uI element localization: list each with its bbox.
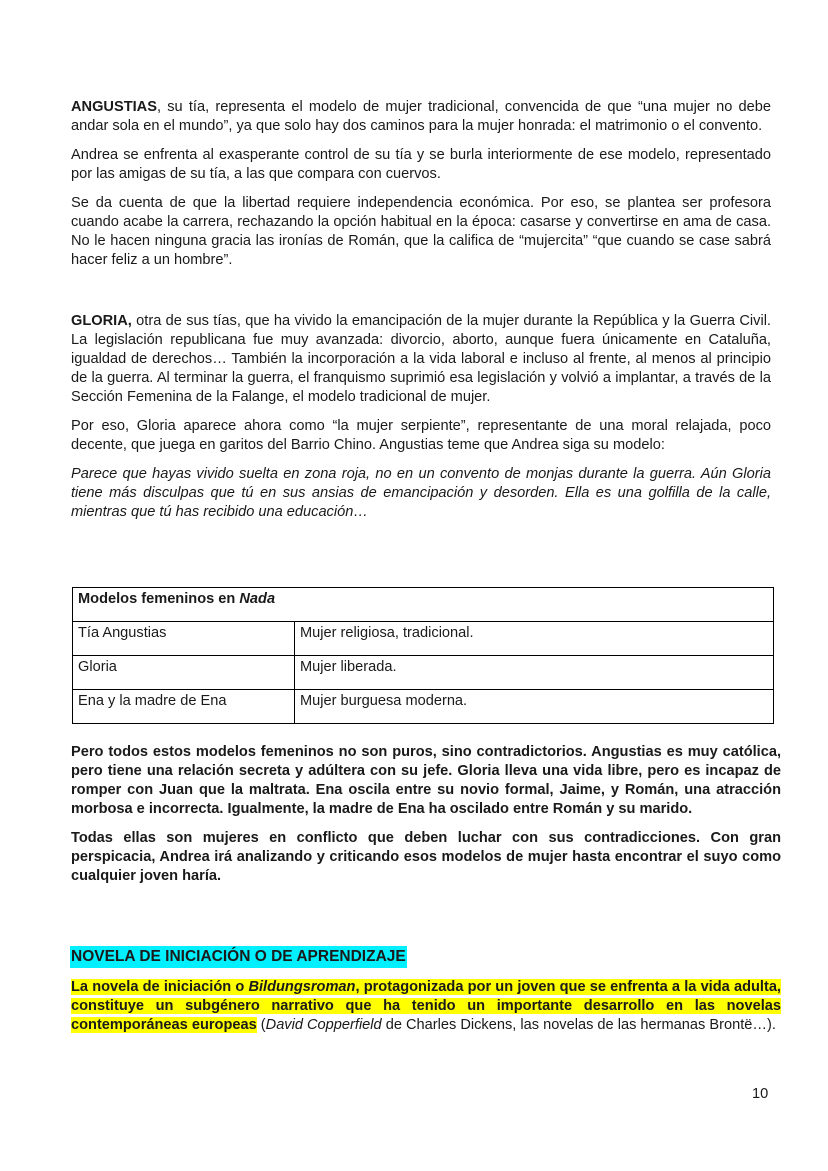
- quote-angustias: Parece que hayas vivido suelta en zona roja, no en un convento de monjas durante la guerra. Aún Gloria tiene más disculpas que tú en sus ansias de emancipación y desorden. Ella es una golfilla de la calle, mientras que tú has recibido una educación…: [71, 466, 771, 520]
- name-angustias: ANGUSTIAS: [71, 99, 157, 115]
- table-header-row: [73, 588, 774, 622]
- table-row: [73, 622, 774, 656]
- models-table: [72, 587, 774, 724]
- paragraph-andrea: Andrea se enfrenta al exasperante control de su tía y se burla interiormente de ese modelo, representado por las amigas de su tía, a las que compara con cuervos.: [71, 147, 771, 182]
- after-table-text: [71, 743, 781, 886]
- paragraph-conflict: Todas ellas son mujeres en conflicto que deben luchar con sus contradicciones. Con gran perspicacia, Andrea irá analizando y criticando esos modelos de mujer hasta encontrar el suyo como cualquier joven haría.: [71, 830, 781, 884]
- paragraph-bildungsroman: La novela de iniciación o Bildungsroman, protagonizada por un joven que se enfrenta a la vida adulta, constituye un subgénero narrativo que ha tenido un importante desarrollo en las novelas contemporáneas europeas (David Copperfield de Charles Dickens, las novelas de las hermanas Brontë…).: [71, 979, 781, 1033]
- paragraph-gloria: GLORIA, otra de sus tías, que ha vivido la emancipación de la mujer durante la República y la Guerra Civil. La legislación republicana fue muy avanzada: divorcio, aborto, aunque fuera únicamente en Cataluña, igualdad de derechos… También la incorporación a la vida laboral e incluso al frente, al menos al principio de la guerra. Al terminar la guerra, el franquismo suprimió esa legislación y volvió a implantar, a través de la Sección Femenina de la Falange, el modelo tradicional de mujer.: [71, 313, 771, 405]
- name-gloria: GLORIA,: [71, 313, 132, 329]
- table-cell-who: Gloria: [73, 656, 295, 690]
- table-cell-who: Ena y la madre de Ena: [73, 690, 295, 724]
- table-header: Modelos femeninos en Nada: [73, 588, 774, 622]
- section-heading: NOVELA DE INICIACIÓN O DE APRENDIZAJE: [70, 946, 407, 968]
- table-cell-model: Mujer religiosa, tradicional.: [295, 622, 774, 656]
- paragraph-independence: Se da cuenta de que la libertad requiere independencia económica. Por eso, se plantea ser profesora cuando acabe la carrera, rechazando la opción habitual en la época: casarse y convertirse en ama de casa. No le hacen ninguna gracia las ironías de Román, que la califica de “mujercita” “que cuando se case sabrá hacer feliz a un hombre”.: [71, 195, 771, 268]
- paragraph-contradictions: Pero todos estos modelos femeninos no son puros, sino contradictorios. Angustias es muy católica, pero tiene una relación secreta y adúltera con su jefe. Gloria lleva una vida libre, pero es incapaz de romper con Juan que la maltrata. Ena oscila entre su novio formal, Jaime, y Román, una atracción morbosa e incorrecta. Igualmente, la madre de Ena ha oscilado entre Román y su marido.: [71, 744, 781, 817]
- table-cell-model: Mujer liberada.: [295, 656, 774, 690]
- table-row: [73, 656, 774, 690]
- table-cell-model: Mujer burguesa moderna.: [295, 690, 774, 724]
- paragraph-angustias: ANGUSTIAS, su tía, representa el modelo de mujer tradicional, convencida de que “una mujer no debe andar sola en el mundo”, ya que solo hay dos caminos para la mujer honrada: el matrimonio o el convento.: [71, 99, 771, 134]
- table-row: [73, 690, 774, 724]
- document-body: [71, 98, 771, 522]
- paragraph-serpiente: Por eso, Gloria aparece ahora como “la mujer serpiente”, representante de una moral relajada, poco decente, que juega en garitos del Barrio Chino. Angustias teme que Andrea siga su modelo:: [71, 418, 771, 453]
- table-cell-who: Tía Angustias: [73, 622, 295, 656]
- page-number: 10: [752, 1086, 769, 1102]
